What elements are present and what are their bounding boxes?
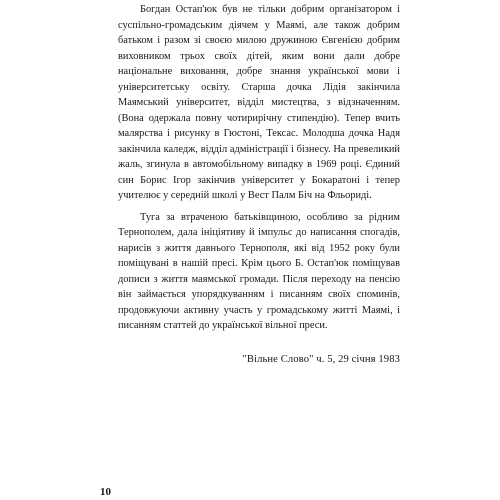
article-body bbox=[118, 2, 400, 367]
paragraph-family: Богдан Остап'юк був не тільки добрим організатором і суспільно-громадським діячем у Маямі, але також добрим батьком і разом зі своєю милою дружиною Євгенією добрим виховником трьох своїх дітей, яким вони дали добре національне виховання, добре знання української мови і університетську освіту. Старша дочка Лідія закінчила Маямський університет, відділ мистецтва, з відзначенням. (Вона одержала повну чотирирічну стипендію). Тепер вчить малярства і рисунку в Гюстоні, Тексас. Молодша дочка Надя закінчила каледж, відділ адміністрації і бізнесу. На превеликий жаль, згинула в автомобільному випадку в 1969 році. Єдиний син Борис Ігор закінчив університет у Бокаратоні і тепер учителює у середній школі у Вест Палм Біч на Фльориді. bbox=[118, 4, 400, 201]
paragraph-memoirs: Туга за втраченою батьківщиною, особливо за рідним Тернополем, дала ініціятиву й імпульс до написання спогадів, нарисів з життя давнього Тернополя, які від 1952 року були поміщувані в нашій пресі. Крім цього Б. Остап'юк поміщував дописи з життя маямської громади. Після переходу на пенсію він займається упорядкуванням і писанням своїх споминів, продовжуючи активну участь у громадському житті Маямі, і писанням статтей до української вільної преси. bbox=[118, 211, 400, 331]
page-number: 10 bbox=[100, 486, 111, 498]
source-citation: "Вільне Слово" ч. 5, 29 січня 1983 bbox=[242, 353, 400, 365]
